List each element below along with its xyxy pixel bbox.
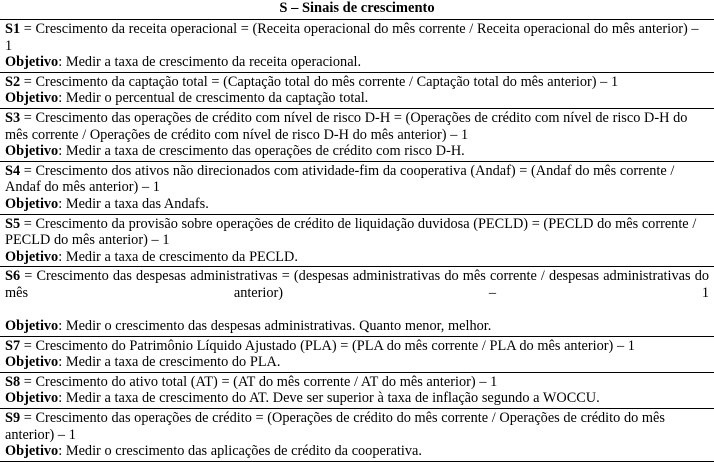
- indicator-code: S7: [5, 337, 21, 354]
- indicator-formula: = Crescimento das operações de crédito = (Operações de crédito do mês corrente / Operações de crédito do mês anterior) – 1: [5, 410, 665, 443]
- indicator-code: S8: [5, 373, 21, 390]
- objective-text: : Medir o crescimento das aplicações de crédito da cooperativa.: [58, 443, 422, 460]
- indicator-formula: = Crescimento da receita operacional = (Receita operacional do mês corrente / Receita operacional do mês anterior) – 1: [5, 21, 699, 54]
- indicator-formula: = Crescimento do ativo total (AT) = (AT do mês corrente / AT do mês anterior) – 1: [20, 373, 498, 390]
- indicator-definition: [5, 410, 709, 443]
- table-body: [0, 20, 714, 462]
- objective-text: : Medir a taxa das Andafs.: [58, 195, 209, 212]
- indicator-objective: [5, 90, 709, 107]
- indicator-formula: = Crescimento da provisão sobre operações de crédito de liquidação duvidosa (PECLD) = (PECLD do mês corrente / PECLD do mês anterior) – 1: [5, 215, 697, 249]
- table-row: [0, 373, 714, 409]
- indicator-code: S9: [5, 410, 21, 427]
- table-row: [0, 409, 714, 462]
- indicator-formula: = Crescimento das despesas administrativas = (despesas administrativas do mês corrente / despesas administrativas do mês anterior) – 1: [5, 268, 709, 301]
- objective-text: : Medir a taxa de crescimento do AT. Deve ser superior à taxa de inflação segundo a WOCCU.: [58, 390, 600, 407]
- indicator-code: S4: [5, 162, 21, 179]
- indicator-definition: [5, 21, 709, 54]
- objective-label: Objetivo: [5, 390, 59, 407]
- objective-text: : Medir o percentual de crescimento da captação total.: [58, 90, 369, 107]
- indicator-formula: = Crescimento dos ativos não direcionados com atividade-fim da cooperativa (Andaf) = (Andaf do mês corrente / Andaf do mês anterior) – 1: [5, 162, 675, 196]
- indicator-objective: [5, 390, 709, 407]
- objective-label: Objetivo: [5, 195, 59, 212]
- indicator-definition: [5, 268, 709, 318]
- indicator-formula: = Crescimento do Patrimônio Líquido Ajustado (PLA) = (PLA do mês corrente / PLA do mês anterior) – 1: [20, 337, 635, 354]
- indicator-objective: [5, 143, 709, 160]
- indicator-objective: [5, 249, 709, 266]
- indicator-objective: [5, 196, 709, 213]
- indicator-formula: = Crescimento das operações de crédito com nível de risco D-H = (Operações de crédito com nível de risco D-H do mês corrente / Operações de crédito com nível de risco D-H do mês anterior) – 1: [5, 109, 688, 143]
- indicator-definition: [5, 74, 709, 91]
- indicator-formula: = Crescimento da captação total = (Captação total do mês corrente / Captação total do mês anterior) – 1: [20, 73, 619, 90]
- table-row: [0, 20, 714, 73]
- indicator-code: S6: [5, 268, 21, 285]
- indicator-objective: [5, 54, 709, 71]
- indicator-definition: [5, 216, 709, 249]
- objective-text: : Medir a taxa de crescimento do PLA.: [58, 354, 281, 371]
- indicator-code: S1: [5, 21, 21, 37]
- indicator-definition: [5, 374, 709, 391]
- objective-text: : Medir a taxa de crescimento das operações de crédito com risco D-H.: [58, 143, 465, 160]
- objective-label: Objetivo: [5, 248, 59, 265]
- table-row: [0, 215, 714, 268]
- objective-label: Objetivo: [5, 354, 59, 371]
- table-row: [0, 162, 714, 215]
- indicator-definition: [5, 163, 709, 196]
- indicator-code: S5: [5, 215, 21, 232]
- indicator-definition: [5, 110, 709, 143]
- objective-label: Objetivo: [5, 90, 59, 107]
- objective-text: : Medir a taxa de crescimento da receita operacional.: [58, 54, 362, 71]
- table-header-title: S – Sinais de crescimento: [0, 0, 714, 20]
- objective-label: Objetivo: [5, 143, 59, 160]
- objective-text: : Medir a taxa de crescimento da PECLD.: [58, 248, 298, 265]
- objective-label: Objetivo: [5, 318, 59, 335]
- objective-text: : Medir o crescimento das despesas administrativas. Quanto menor, melhor.: [58, 318, 492, 335]
- indicator-objective: [5, 318, 709, 335]
- indicator-code: S3: [5, 109, 21, 126]
- objective-label: Objetivo: [5, 54, 59, 71]
- table-row: [0, 109, 714, 162]
- objective-label: Objetivo: [5, 443, 59, 460]
- indicator-definition: [5, 338, 709, 355]
- indicator-objective: [5, 354, 709, 371]
- table-row: [0, 267, 714, 336]
- table-row: [0, 73, 714, 109]
- indicator-code: S2: [5, 73, 21, 90]
- table-row: [0, 337, 714, 373]
